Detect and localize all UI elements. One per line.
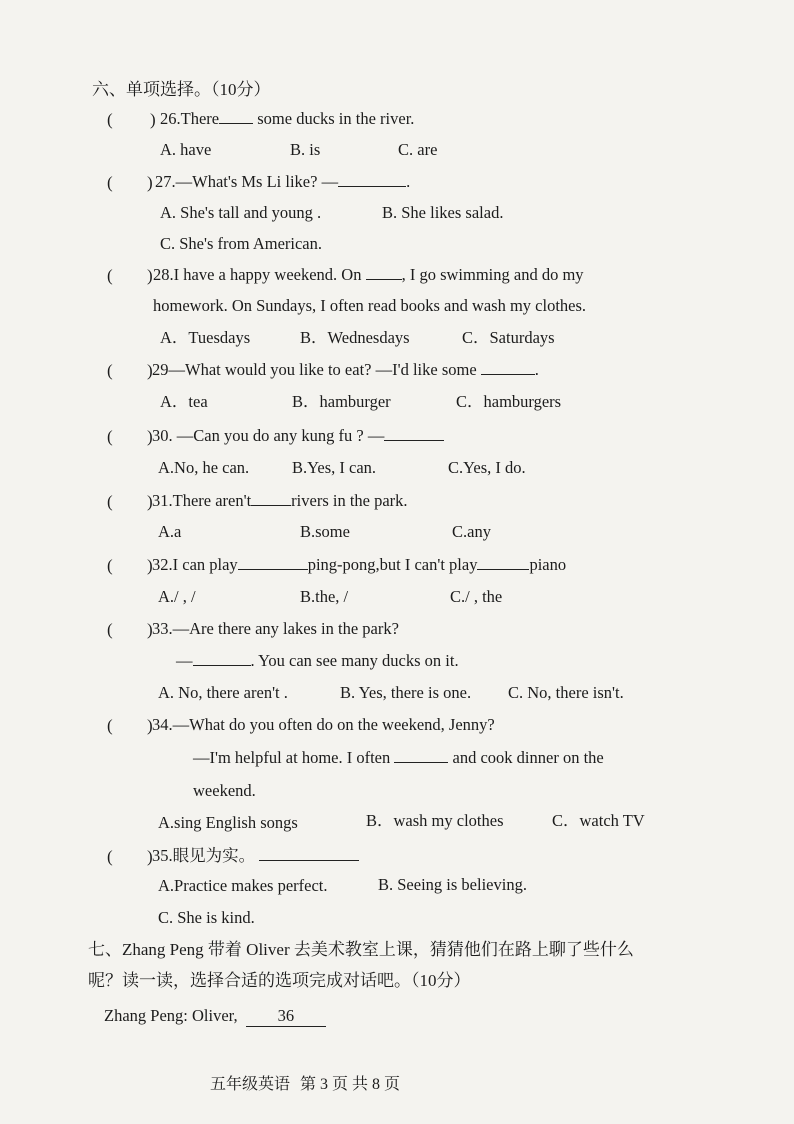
- question-stem: [152, 491, 408, 511]
- stem-part: —Are there any lakes in the park?: [172, 619, 399, 638]
- option-b: B. She likes salad.: [382, 203, 504, 222]
- stem-part: —What do you often do on the weekend, Jenny?: [172, 715, 495, 734]
- option-a: A.Practice makes perfect.: [158, 876, 328, 895]
- option-a: A．Tuesdays: [160, 328, 251, 347]
- stem-part: I can play: [172, 555, 238, 574]
- answer-paren-open: (: [107, 361, 113, 380]
- stem-part: rivers in the park.: [291, 491, 408, 510]
- question-stem: [160, 109, 414, 129]
- answer-blank[interactable]: [219, 109, 253, 124]
- question-stem: [152, 555, 566, 575]
- option-b: B. is: [290, 140, 321, 159]
- question-stem: [152, 715, 495, 735]
- question-stem-cont: homework. On Sundays, I often read books and wash my clothes.: [153, 296, 587, 315]
- answer-paren-close: ): [147, 492, 153, 511]
- option-c: C. are: [398, 140, 438, 159]
- question-stem-cont: [193, 748, 604, 768]
- answer-paren-open: (: [107, 620, 113, 639]
- stem-part: piano: [529, 555, 567, 574]
- answer-blank[interactable]: [366, 265, 402, 280]
- option-b: B.the, /: [300, 587, 349, 606]
- answer-blank[interactable]: [394, 748, 448, 763]
- answer-paren-open: (: [107, 492, 113, 511]
- option-c: C. She's from American.: [160, 234, 322, 253]
- answer-paren-close: ): [147, 556, 153, 575]
- option-b: B．Wednesdays: [300, 328, 410, 347]
- stem-part: 眼见为实。: [172, 846, 256, 865]
- question-number: 33.: [152, 619, 173, 638]
- answer-paren-open: (: [107, 173, 113, 192]
- answer-blank[interactable]: [251, 491, 291, 506]
- stem-part: , I go swimming and do my: [401, 265, 584, 284]
- section7-title-line1: 七、Zhang Peng 带着 Oliver 去美术教室上课，猜猜他们在路上聊了些什么: [88, 940, 634, 959]
- option-b: B.some: [300, 522, 350, 541]
- question-number: 30.: [152, 426, 173, 445]
- stem-part: —I'm helpful at home. I often: [193, 748, 395, 767]
- question-number: 29: [152, 360, 169, 379]
- dialog-line-36: [104, 1006, 326, 1027]
- question-number: 35.: [152, 846, 173, 865]
- option-c: C. No, there isn't.: [508, 683, 624, 702]
- answer-paren-close: ): [147, 620, 153, 639]
- answer-paren-close: ): [147, 361, 153, 380]
- option-a: A.a: [158, 522, 182, 541]
- stem-part: There aren't: [172, 491, 252, 510]
- stem-part: .: [406, 172, 411, 191]
- stem-part: —What's Ms Li like? —: [175, 172, 339, 191]
- stem-part: . You can see many ducks on it.: [250, 651, 459, 670]
- stem-part: There: [180, 109, 220, 128]
- answer-blank[interactable]: [259, 846, 359, 861]
- stem-part: some ducks in the river.: [253, 109, 415, 128]
- option-c: C．watch TV: [552, 811, 645, 830]
- question-stem: [152, 360, 539, 380]
- question-number: 28.: [153, 265, 174, 284]
- answer-paren-open: (: [107, 716, 113, 735]
- option-a: A. No, there aren't .: [158, 683, 288, 702]
- question-stem: [152, 426, 444, 446]
- footer-page-number: 第 3 页 共 8 页: [300, 1076, 401, 1093]
- option-b: B.Yes, I can.: [292, 458, 377, 477]
- question-stem: [155, 172, 410, 192]
- question-stem: [153, 265, 584, 285]
- stem-part: .: [534, 360, 539, 379]
- option-a: A．tea: [160, 392, 208, 411]
- answer-paren-close: ): [147, 847, 153, 866]
- option-b: B. Yes, there is one.: [340, 683, 472, 702]
- stem-part: —: [176, 651, 193, 670]
- answer-paren-close: ): [147, 266, 153, 285]
- stem-part: I have a happy weekend. On: [173, 265, 366, 284]
- option-c: C.Yes, I do.: [448, 458, 526, 477]
- page-footer: [210, 1071, 406, 1094]
- answer-paren-close: ): [150, 110, 156, 129]
- option-c: C．hamburgers: [456, 392, 562, 411]
- dialog-speaker: Zhang Peng: Oliver,: [104, 1006, 238, 1025]
- stem-part: and cook dinner on the: [448, 748, 604, 767]
- question-stem-cont: [176, 651, 459, 671]
- question-stem-cont: weekend.: [193, 781, 256, 800]
- option-a: A.No, he can.: [158, 458, 250, 477]
- section7-title-line2: 呢？读一读，选择合适的选项完成对话吧。（10分）: [88, 971, 471, 990]
- answer-blank[interactable]: [477, 555, 529, 570]
- option-b: B. Seeing is believing.: [378, 875, 527, 894]
- option-a: A. have: [160, 140, 212, 159]
- answer-blank[interactable]: [238, 555, 308, 570]
- option-c: C．Saturdays: [462, 328, 555, 347]
- answer-blank[interactable]: [193, 651, 251, 666]
- option-b: B．wash my clothes: [366, 811, 504, 830]
- section6-title: 六、单项选择。（10分）: [92, 80, 271, 99]
- question-number: 32.: [152, 555, 173, 574]
- answer-paren-open: (: [107, 427, 113, 446]
- question-number: 31.: [152, 491, 173, 510]
- answer-blank[interactable]: [384, 426, 444, 441]
- answer-paren-close: ): [147, 173, 153, 192]
- option-c: C. She is kind.: [158, 908, 255, 927]
- option-c: C./ , the: [450, 587, 503, 606]
- stem-part: —Can you do any kung fu ? —: [172, 426, 385, 445]
- answer-paren-open: (: [107, 556, 113, 575]
- answer-paren-open: (: [107, 847, 113, 866]
- answer-paren-close: ): [147, 716, 153, 735]
- option-b: B．hamburger: [292, 392, 391, 411]
- answer-blank[interactable]: [338, 172, 406, 187]
- option-a: A./ , /: [158, 587, 196, 606]
- answer-paren-close: ): [147, 427, 153, 446]
- question-number: 27.: [155, 172, 176, 191]
- footer-subject: 五年级英语: [210, 1076, 291, 1093]
- question-stem: [152, 619, 399, 639]
- option-a: A. She's tall and young .: [160, 203, 322, 222]
- question-number: 34.: [152, 715, 173, 734]
- stem-part: ping-pong,but I can't play: [307, 555, 478, 574]
- question-number: 26.: [160, 109, 181, 128]
- option-a: A.sing English songs: [158, 813, 298, 832]
- answer-paren-open: (: [107, 110, 113, 129]
- option-c: C.any: [452, 522, 491, 541]
- stem-part: —What would you like to eat? —I'd like some: [168, 360, 481, 379]
- question-stem: [152, 846, 359, 866]
- answer-blank-36[interactable]: 36: [246, 1006, 326, 1027]
- answer-blank[interactable]: [481, 360, 535, 375]
- answer-paren-open: (: [107, 266, 113, 285]
